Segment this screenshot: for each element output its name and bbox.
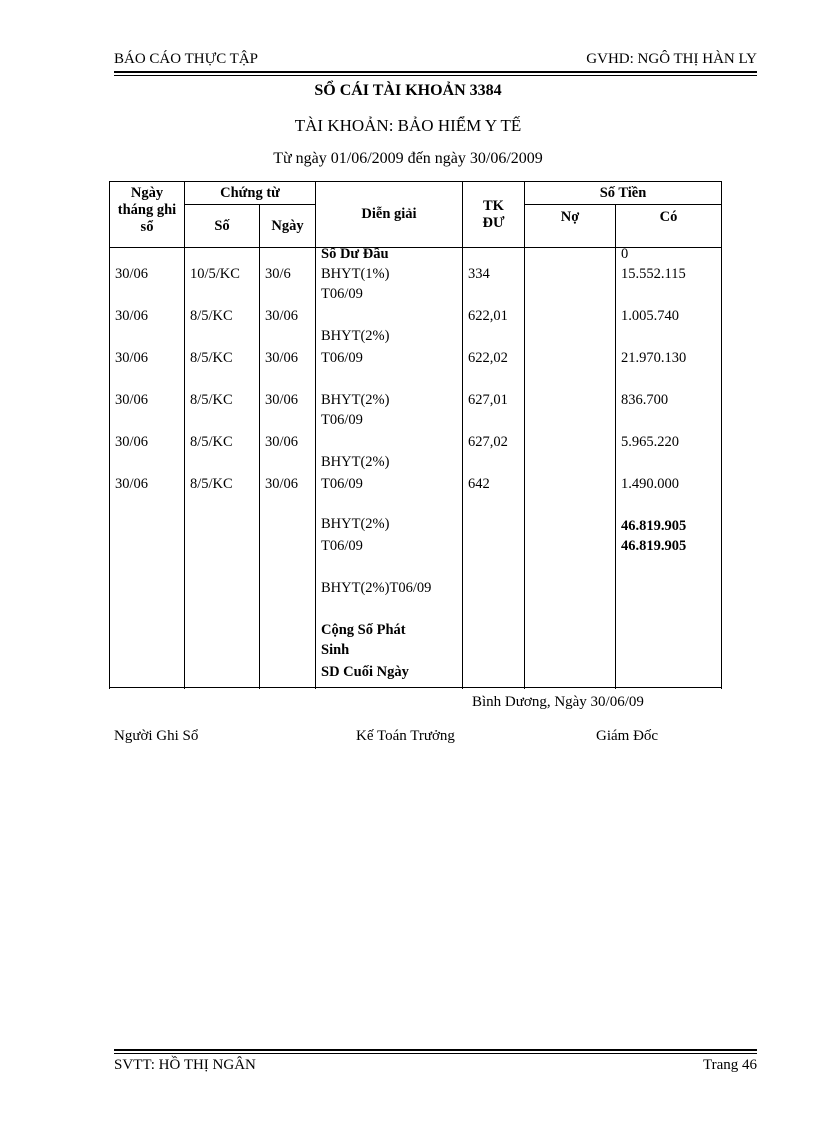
voucher-date-cell: 30/06 [265, 476, 299, 492]
date-cell: 30/06 [115, 308, 149, 324]
account-cell: 622,01 [468, 308, 508, 324]
header-rule-thick [114, 71, 757, 73]
date-cell: 30/06 [115, 392, 149, 408]
description-line: T06/09 [321, 286, 363, 302]
credit-cell: 15.552.115 [621, 266, 686, 282]
credit-cell: 21.970.130 [621, 350, 687, 366]
header-rule-thin [114, 75, 757, 76]
column-date [110, 248, 185, 689]
voucher-date-cell: 30/06 [265, 392, 299, 408]
description-line: BHYT(2%) [321, 454, 390, 470]
voucher-date-cell: 30/06 [265, 350, 299, 366]
column-description [316, 248, 463, 689]
column-credit [616, 248, 722, 689]
description-line: T06/09 [321, 538, 363, 554]
credit-cell: 1.005.740 [621, 308, 679, 324]
date-cell: 30/06 [115, 266, 149, 282]
voucher-no-cell: 8/5/KC [190, 434, 233, 450]
column-voucher-date [260, 248, 316, 689]
description-line: BHYT(1%) [321, 266, 390, 282]
closing-balance-label: SD Cuối Ngày [321, 664, 409, 680]
col-header-voucher-date: Ngày [260, 205, 316, 248]
ledger-title: SỔ CÁI TÀI KHOẢN 3384 [314, 82, 502, 99]
description-line: BHYT(2%) [321, 328, 390, 344]
credit-total-cell: 46.819.905 [621, 538, 687, 554]
date-cell: 30/06 [115, 350, 149, 366]
col-header-date-label: Ngày tháng ghi sổ [117, 185, 177, 235]
voucher-no-cell: 8/5/KC [190, 476, 233, 492]
voucher-no-cell: 8/5/KC [190, 308, 233, 324]
ledger-table [109, 181, 722, 689]
period-title: Từ ngày 01/06/2009 đến ngày 30/06/2009 [273, 150, 543, 167]
account-cell: 627,01 [468, 392, 508, 408]
col-header-date [110, 182, 185, 248]
col-header-amount: Số Tiền [525, 182, 722, 205]
column-account [463, 248, 525, 689]
footer-rule-thin [114, 1053, 757, 1054]
total-label: Sinh [321, 642, 350, 658]
footer-rule-thick [114, 1049, 757, 1051]
description-line: BHYT(2%) [321, 392, 390, 408]
credit-cell: 5.965.220 [621, 434, 679, 450]
description-line: T06/09 [321, 476, 363, 492]
col-header-account-label: TK ĐƯ [482, 197, 505, 231]
col-header-debit: Nợ [525, 205, 616, 248]
footer-page-number: Trang 46 [702, 1057, 757, 1073]
account-title: TÀI KHOẢN: BẢO HIỂM Y TẾ [294, 116, 522, 135]
date-cell: 30/06 [115, 476, 149, 492]
signer-director: Giám Đốc [596, 728, 659, 744]
account-cell: 622,02 [468, 350, 508, 366]
description-line: BHYT(2%) [321, 516, 390, 532]
account-cell: 627,02 [468, 434, 508, 450]
col-header-voucher-no: Số [185, 205, 260, 248]
description-line: T06/09 [321, 350, 363, 366]
place-date: Bình Dương, Ngày 30/06/09 [472, 694, 644, 710]
credit-cell: 836.700 [621, 392, 669, 408]
voucher-no-cell: 8/5/KC [190, 350, 233, 366]
credit-total-cell: 46.819.905 [621, 518, 687, 534]
voucher-no-cell: 8/5/KC [190, 392, 233, 408]
signer-chief-accountant: Kế Toán Trưởng [356, 728, 455, 744]
header-left: BÁO CÁO THỰC TẬP [114, 51, 259, 67]
total-label: Cộng Số Phát [321, 622, 406, 638]
credit-cell: 0 [621, 246, 629, 262]
description-line: BHYT(2%)T06/09 [321, 580, 432, 596]
description-line: T06/09 [321, 412, 363, 428]
date-cell: 30/06 [115, 434, 149, 450]
col-header-credit: Có [616, 205, 722, 248]
signer-bookkeeper: Người Ghi Sổ [114, 728, 199, 744]
col-header-voucher: Chứng từ [185, 182, 316, 205]
account-cell: 642 [468, 476, 490, 492]
footer-student: SVTT: HỒ THỊ NGÂN [114, 1057, 256, 1073]
column-voucher-no [185, 248, 260, 689]
header-right: GVHD: NGÔ THỊ HÀN LY [586, 51, 757, 67]
voucher-date-cell: 30/6 [265, 266, 291, 282]
col-header-account [463, 182, 525, 248]
table-bottom-border [109, 687, 721, 688]
voucher-date-cell: 30/06 [265, 434, 299, 450]
account-cell: 334 [468, 266, 490, 282]
col-header-description: Diễn giải [316, 182, 463, 248]
voucher-date-cell: 30/06 [265, 308, 299, 324]
opening-balance-label: Số Dư Đầu [321, 246, 389, 262]
credit-cell: 1.490.000 [621, 476, 679, 492]
column-debit [525, 248, 616, 689]
voucher-no-cell: 10/5/KC [190, 266, 240, 282]
